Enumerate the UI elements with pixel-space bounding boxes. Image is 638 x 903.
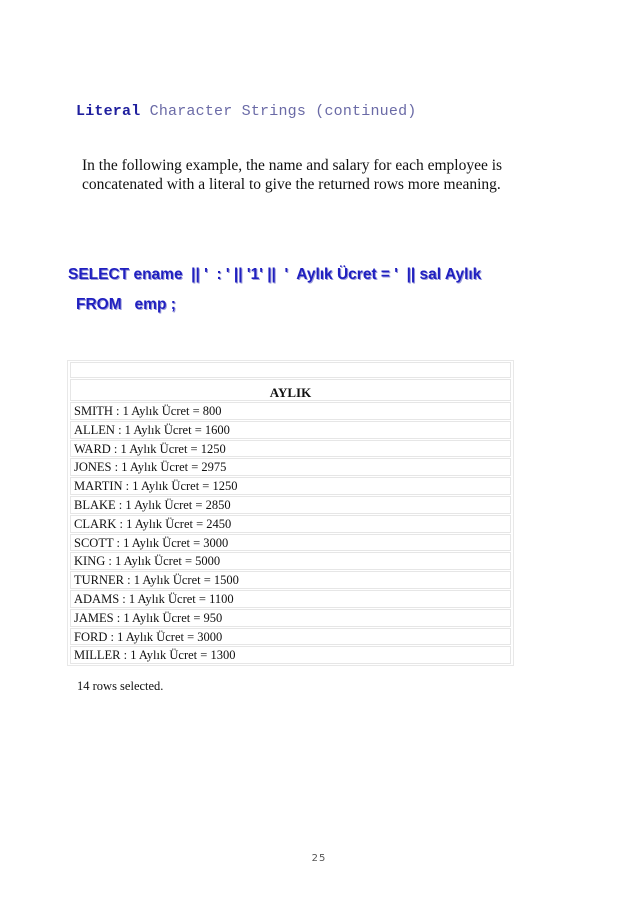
- table-row: FORD : 1 Aylık Ücret = 3000: [70, 628, 511, 646]
- table-spacer-row: [70, 362, 511, 378]
- intro-paragraph: In the following example, the name and salary for each employee is concatenated with a literal to give the returned rows more meaning.: [82, 157, 503, 193]
- section-heading: [76, 103, 416, 120]
- table-row: KING : 1 Aylık Ücret = 5000: [70, 552, 511, 570]
- result-table: [67, 360, 514, 666]
- table-row: BLAKE : 1 Aylık Ücret = 2850: [70, 496, 511, 514]
- table-row: ALLEN : 1 Aylık Ücret = 1600: [70, 421, 511, 439]
- table-row: TURNER : 1 Aylık Ücret = 1500: [70, 571, 511, 589]
- table-row: CLARK : 1 Aylık Ücret = 2450: [70, 515, 511, 533]
- sql-line-1: SELECT ename || ' : ' || '1' || ' Aylık Ücret = ' || sal Aylık: [68, 266, 482, 283]
- table-row: SMITH : 1 Aylık Ücret = 800: [70, 402, 511, 420]
- heading-keyword: Literal: [76, 103, 141, 120]
- heading-rest: Character Strings (continued): [140, 103, 417, 120]
- sql-line-2: FROM emp ;: [76, 296, 176, 313]
- table-row: SCOTT : 1 Aylık Ücret = 3000: [70, 534, 511, 552]
- table-row: MILLER : 1 Aylık Ücret = 1300: [70, 646, 511, 664]
- table-row: WARD : 1 Aylık Ücret = 1250: [70, 440, 511, 458]
- page-number: 25: [311, 853, 327, 864]
- rows-selected-note: 14 rows selected.: [77, 679, 164, 693]
- table-row: JONES : 1 Aylık Ücret = 2975: [70, 458, 511, 476]
- table-row: JAMES : 1 Aylık Ücret = 950: [70, 609, 511, 627]
- table-header: AYLIK: [70, 379, 511, 401]
- table-row: MARTIN : 1 Aylık Ücret = 1250: [70, 477, 511, 495]
- table-row: ADAMS : 1 Aylık Ücret = 1100: [70, 590, 511, 608]
- table-body: [68, 402, 513, 664]
